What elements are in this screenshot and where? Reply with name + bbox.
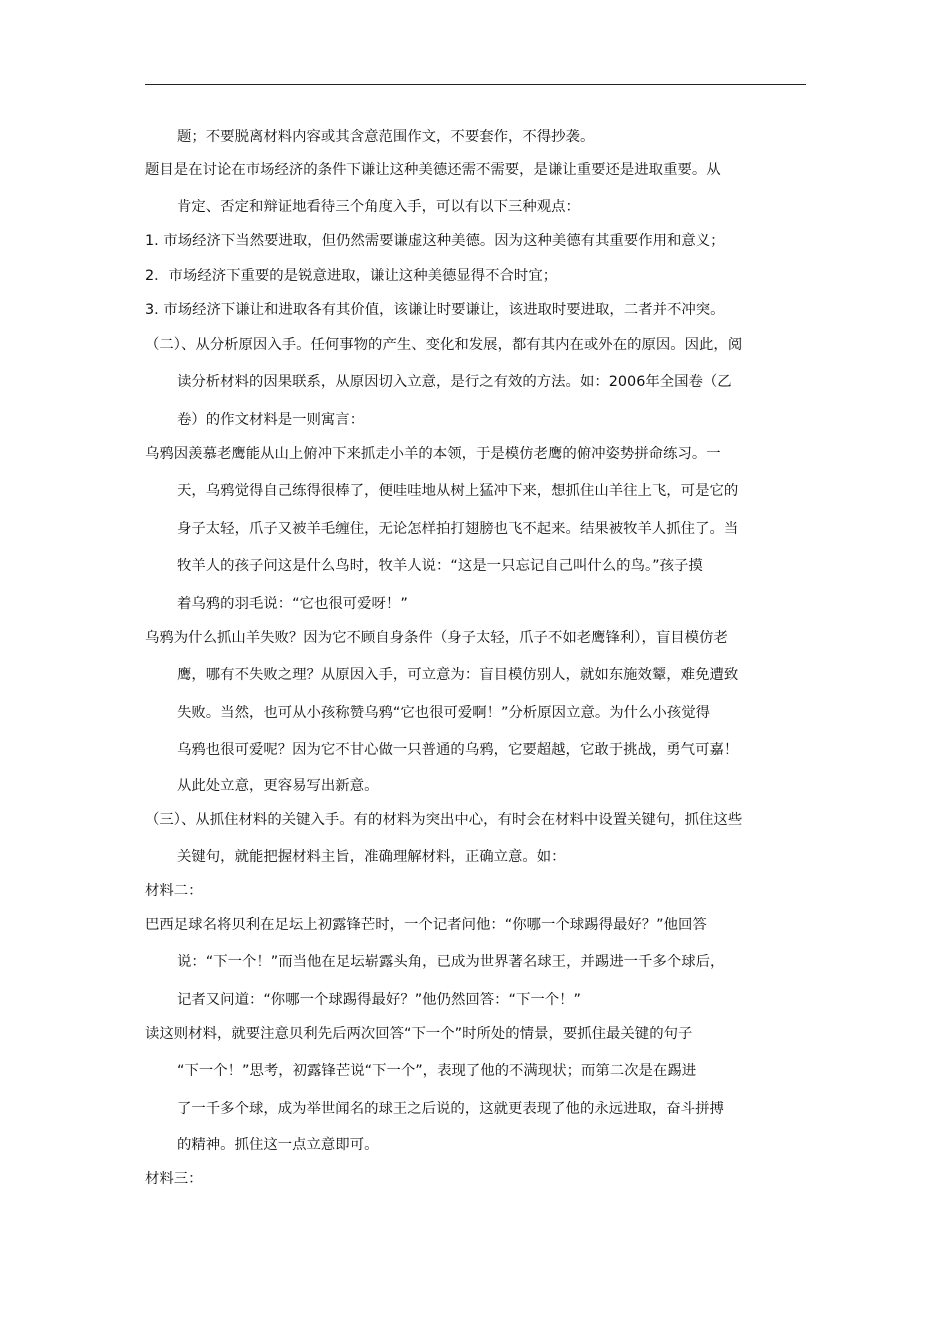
paragraph-line: “下一个！”思考，初露锋芒说“下一个”，表现了他的不满现状；而第二次是在踢进 bbox=[177, 1063, 697, 1079]
paragraph-line: 题目是在讨论在市场经济的条件下谦让这种美德还需不需要，是谦让重要还是进取重要。从 bbox=[145, 162, 721, 178]
section-heading-line: （三）、从抓住材料的关键入手。有的材料为突出中心，有时会在材料中设置关键句，抓住这些 bbox=[145, 812, 743, 828]
paragraph-line: 读分析材料的因果联系，从原因切入立意，是行之有效的方法。如：2006年全国卷（乙 bbox=[177, 374, 732, 390]
paragraph-line: 关键句，就能把握材料主旨，准确理解材料，正确立意。如： bbox=[177, 849, 566, 865]
paragraph-line: 天，乌鸦觉得自己练得很棒了，便哇哇地从树上猛冲下来，想抓住山羊往上飞，可是它的 bbox=[177, 483, 739, 499]
material-label: 材料二： bbox=[145, 883, 203, 899]
material-label: 材料三： bbox=[145, 1171, 203, 1187]
paragraph-line: 读这则材料，就要注意贝利先后两次回答“下一个”时所处的情景，要抓住最关键的句子 bbox=[145, 1026, 693, 1042]
viewpoint-item: 1. 市场经济下当然要进取，但仍然需要谦虚这种美德。因为这种美德有其重要作用和意义； bbox=[145, 233, 725, 249]
paragraph-line: 乌鸦因羡慕老鹰能从山上俯冲下来抓走小羊的本领，于是模仿老鹰的俯冲姿势拼命练习。一 bbox=[145, 446, 721, 462]
paragraph-line: 着乌鸦的羽毛说：“它也很可爱呀！” bbox=[177, 596, 408, 612]
paragraph-line: 鹰，哪有不失败之理？从原因入手，可立意为：盲目模仿别人，就如东施效颦，难免遭致 bbox=[177, 667, 739, 683]
paragraph-line: 从此处立意，更容易写出新意。 bbox=[177, 778, 379, 794]
viewpoint-item: 2．市场经济下重要的是锐意进取，谦让这种美德显得不合时宜； bbox=[145, 268, 558, 284]
paragraph-line: 巴西足球名将贝利在足坛上初露锋芒时，一个记者问他：“你哪一个球踢得最好？”他回答 bbox=[145, 917, 707, 933]
paragraph-line: 失败。当然，也可从小孩称赞乌鸦“它也很可爱啊！”分析原因立意。为什么小孩觉得 bbox=[177, 705, 710, 721]
paragraph-line: 了一千多个球，成为举世闻名的球王之后说的，这就更表现了他的永远进取，奋斗拼搏 bbox=[177, 1101, 724, 1117]
paragraph-line: 说：“下一个！”而当他在足坛崭露头角，已成为世界著名球王，并踢进一千多个球后， bbox=[177, 954, 725, 970]
paragraph-line: 记者又问道：“你哪一个球踢得最好？”他仍然回答：“下一个！” bbox=[177, 992, 581, 1008]
paragraph-line: 乌鸦也很可爱呢？因为它不甘心做一只普通的乌鸦，它要超越，它敢于挑战，勇气可嘉！ bbox=[177, 742, 739, 758]
paragraph-line: 的精神。抓住这一点立意即可。 bbox=[177, 1137, 379, 1153]
header-rule bbox=[145, 84, 806, 85]
viewpoint-item: 3. 市场经济下谦让和进取各有其价值，该谦让时要谦让，该进取时要进取，二者并不冲突。 bbox=[145, 302, 725, 318]
section-heading-line: （二）、从分析原因入手。任何事物的产生、变化和发展，都有其内在或外在的原因。因此，阅 bbox=[145, 337, 743, 353]
paragraph-line: 肯定、否定和辩证地看待三个角度入手，可以有以下三种观点： bbox=[177, 199, 580, 215]
paragraph-line: 题；不要脱离材料内容或其含意范围作文，不要套作，不得抄袭。 bbox=[177, 129, 595, 145]
paragraph-line: 乌鸦为什么抓山羊失败？因为它不顾自身条件（身子太轻，爪子不如老鹰锋利），盲目模仿老 bbox=[145, 630, 728, 646]
paragraph-line: 卷）的作文材料是一则寓言： bbox=[177, 412, 365, 428]
paragraph-line: 身子太轻，爪子又被羊毛缠住，无论怎样拍打翅膀也飞不起来。结果被牧羊人抓住了。当 bbox=[177, 521, 739, 537]
paragraph-line: 牧羊人的孩子问这是什么鸟时，牧羊人说：“这是一只忘记自己叫什么的鸟。”孩子摸 bbox=[177, 558, 703, 574]
